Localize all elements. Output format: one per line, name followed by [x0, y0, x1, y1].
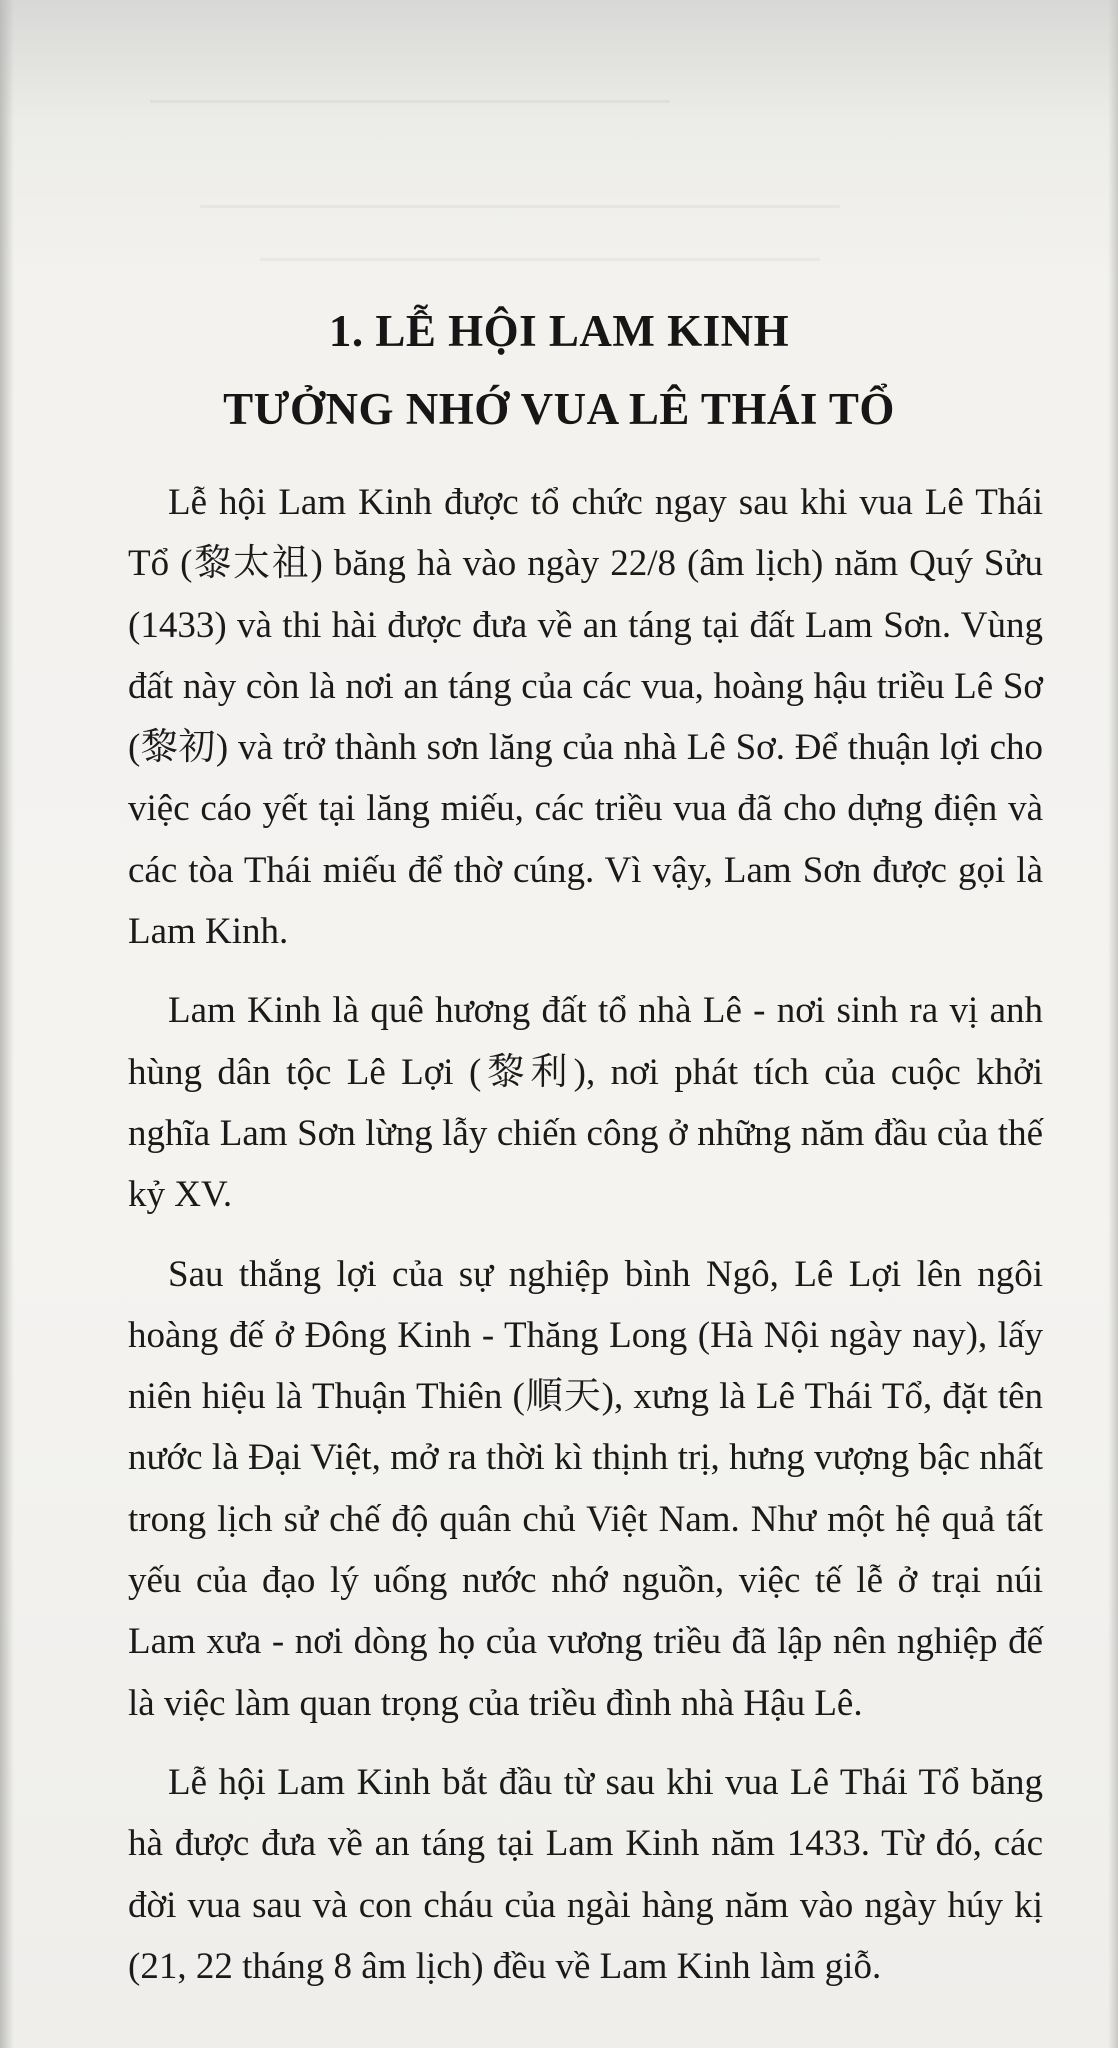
chapter-title-line-1: 1. LỄ HỘI LAM KINH [328, 306, 790, 357]
show-through-line [150, 100, 670, 103]
paragraph-1: Lễ hội Lam Kinh được tổ chức ngay sau khi vua Lê Thái Tổ (黎太祖) băng hà vào ngày 22/8 (âm lịch) năm Quý Sửu (1433) và thi hài được đưa về an táng tại đất Lam Sơn. Vùng đất này còn là nơi an táng của các vua, hoàng hậu triều Lê Sơ (黎初) và trở thành sơn lăng của nhà Lê Sơ. Để thuận lợi cho việc cáo yết tại lăng miếu, các triều vua đã cho dựng điện và các tòa Thái miếu để thờ cúng. Vì vậy, Lam Sơn được gọi là Lam Kinh. [128, 482, 1043, 953]
chapter-title-line-2: TƯỞNG NHỚ VUA LÊ THÁI TỔ [223, 384, 895, 435]
show-through-line [200, 205, 840, 208]
body-text [128, 472, 1043, 2015]
paragraph-4: Lễ hội Lam Kinh bắt đầu từ sau khi vua Lê Thái Tổ băng hà được đưa về an táng tại Lam Kinh năm 1433. Từ đó, các đời vua sau và con cháu của ngài hàng năm vào ngày húy kị (21, 22 tháng 8 âm lịch) đều về Lam Kinh làm giỗ. [128, 1761, 1043, 1987]
show-through-line [260, 258, 820, 261]
chapter-title [0, 292, 1118, 448]
paragraph-3: Sau thắng lợi của sự nghiệp bình Ngô, Lê Lợi lên ngôi hoàng đế ở Đông Kinh - Thăng Long (Hà Nội ngày nay), lấy niên hiệu là Thuận Thiên (順天), xưng là Lê Thái Tổ, đặt tên nước là Đại Việt, mở ra thời kì thịnh trị, hưng vượng bậc nhất trong lịch sử chế độ quân chủ Việt Nam. Như một hệ quả tất yếu của đạo lý uống nước nhớ nguồn, việc tế lễ ở trại núi Lam xưa - nơi dòng họ của vương triều đã lập nên nghiệp đế là việc làm quan trọng của triều đình nhà Hậu Lê. [128, 1253, 1043, 1724]
paragraph-2: Lam Kinh là quê hương đất tổ nhà Lê - nơi sinh ra vị anh hùng dân tộc Lê Lợi (黎利), nơi phát tích của cuộc khởi nghĩa Lam Sơn lừng lẫy chiến công ở những năm đầu của thế kỷ XV. [128, 990, 1043, 1216]
